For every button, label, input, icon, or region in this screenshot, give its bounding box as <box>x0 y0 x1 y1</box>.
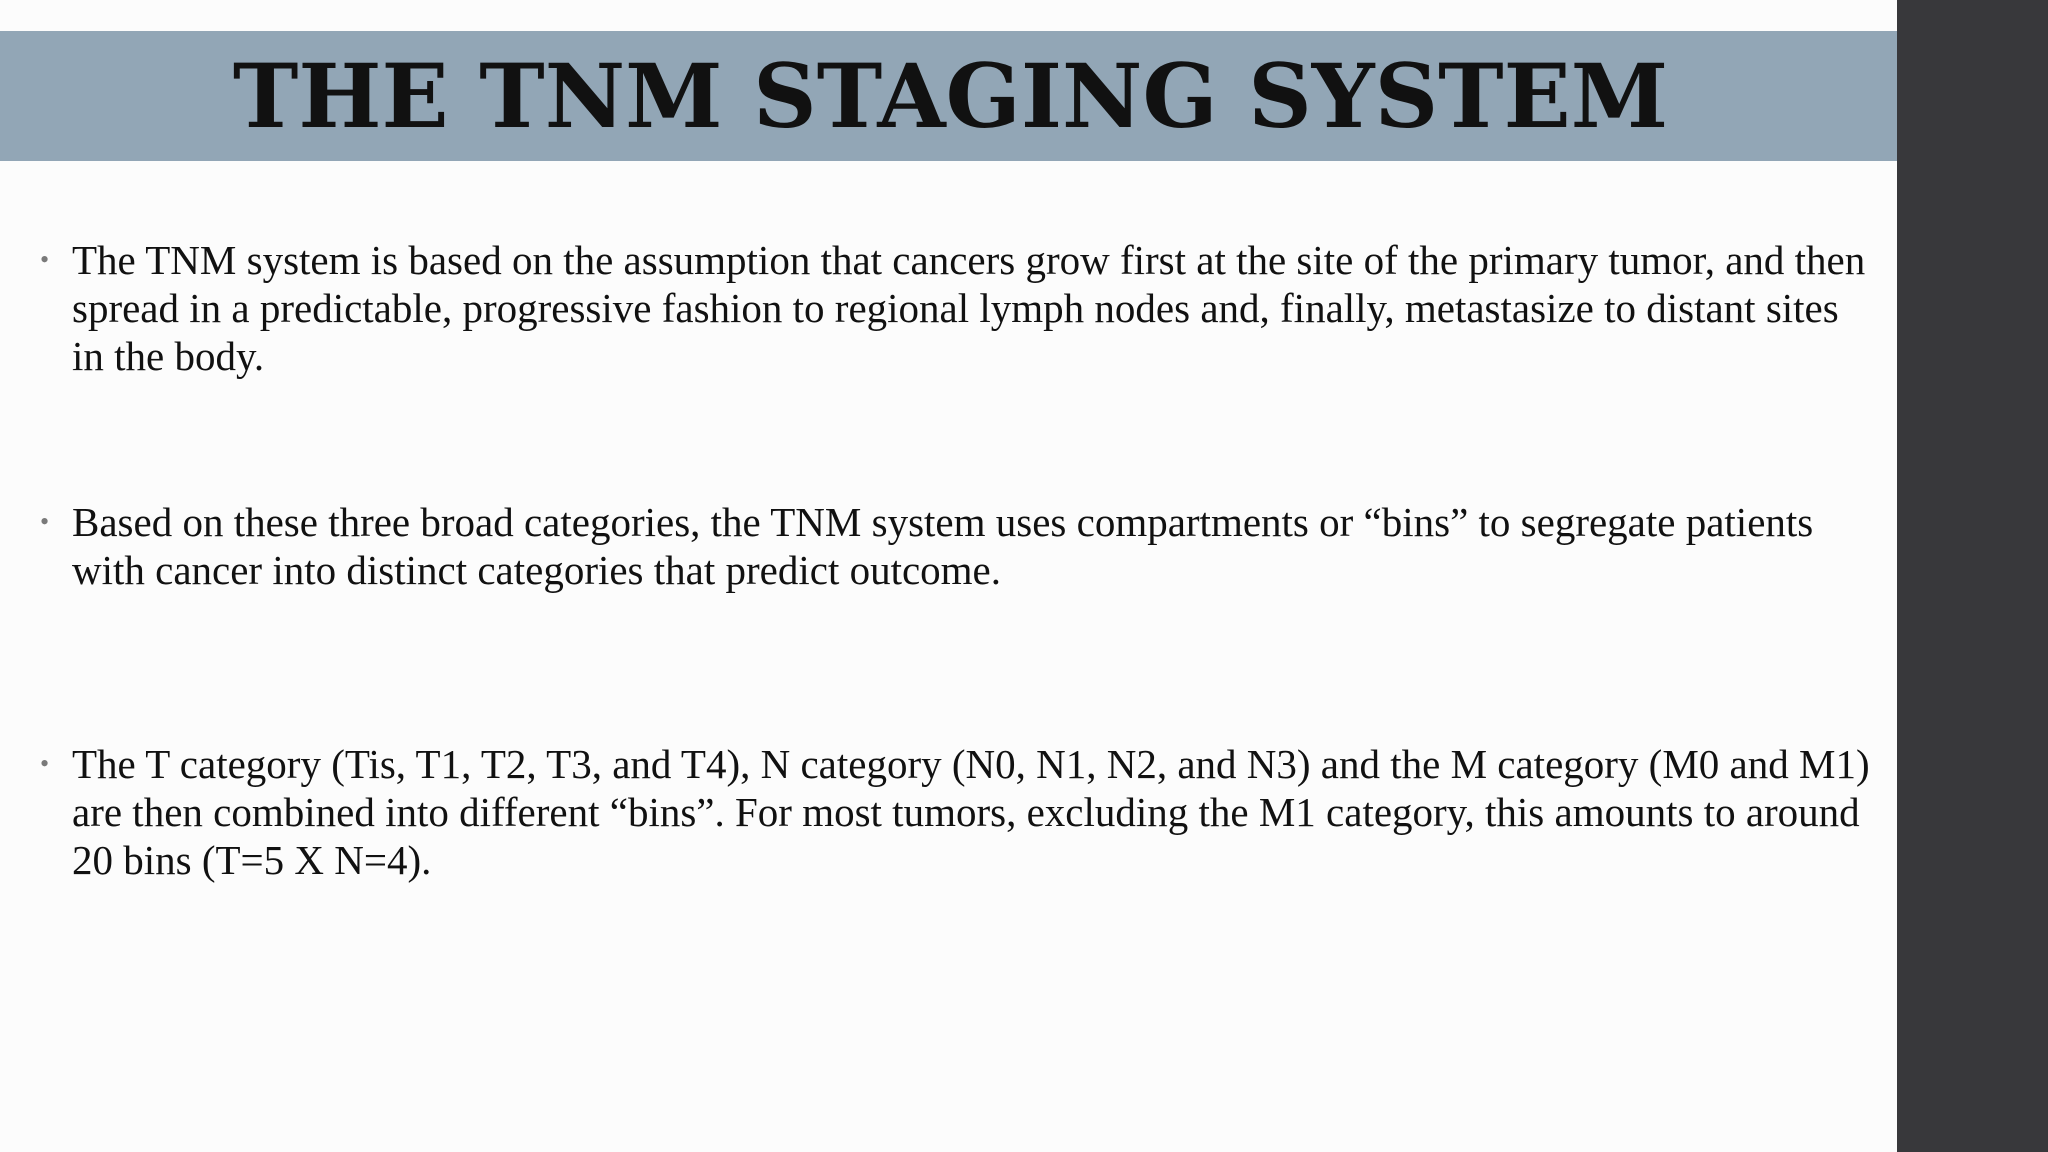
bullet-text: The T category (Tis, T1, T2, T3, and T4), N category (N0, N1, N2, and N3) and the M category (M0 and M1) are then combined into different “bins”. For most tumors, excluding the M1 category, this amounts to around 20 bins (T=5 X N=4). <box>72 741 1870 883</box>
slide-title: THE TNM STAGING SYSTEM <box>232 44 1669 148</box>
bullet-item <box>36 740 1876 884</box>
bullet-item <box>36 498 1876 594</box>
bullet-marker: • <box>40 507 50 536</box>
bullet-item <box>36 236 1876 380</box>
bullet-marker: • <box>40 749 50 778</box>
bullet-marker: • <box>40 245 50 274</box>
bullet-text: The TNM system is based on the assumption that cancers grow first at the site of the primary tumor, and then spread in a predictable, progressive fashion to regional lymph nodes and, finally, metastasize to distant sites in the body. <box>72 237 1866 379</box>
bullet-list <box>36 236 1876 884</box>
side-panel <box>1897 0 2048 1152</box>
bullet-text: Based on these three broad categories, the TNM system uses compartments or “bins” to segregate patients with cancer into distinct categories that predict outcome. <box>72 499 1814 593</box>
